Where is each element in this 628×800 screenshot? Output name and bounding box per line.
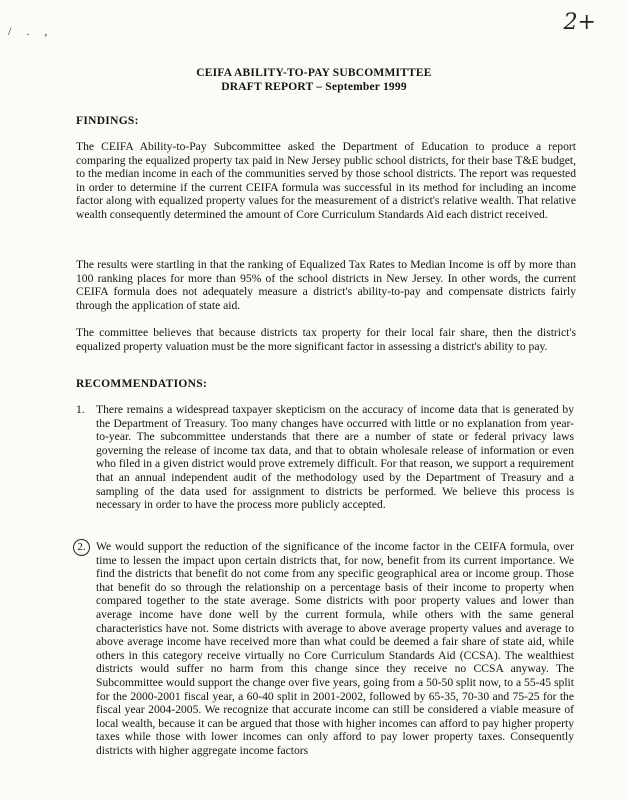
findings-paragraph-1: The CEIFA Ability-to-Pay Subcommittee asked the Department of Education to produce a report comparing the equalized property tax paid in New Jersey public school districts, for their base T&E budget, to the median income in each of the communities served by those school districts. The report was requested in order to determine if the current CEIFA formula was successful in its method for including an income factor along with equalized property values for the measurement of a district's relative wealth. That relative wealth consequently determined the amount of Core Curriculum Standards Aid each district received. — [76, 140, 576, 221]
recommendation-number: 1. — [76, 403, 85, 416]
recommendation-text: There remains a widespread taxpayer skepticism on the accuracy of income data that is generated by the Department of Treasury. Too many changes have occurred with little or no explanation from year-to-year. The subcommittee understands that there are a number of state or federal privacy laws governing the release of income tax data, and that to obtain wholesale release of information or even who filed in a given district would prove extremely difficult. For that reason, we support a requirement that an annual independent audit of the methodology used by the Department of Treasury and a sampling of the data used for assignment to districts be performed. We believe this process is necessary in order to have the process more publicly accepted. — [96, 403, 574, 512]
findings-paragraph-2: The results were startling in that the ranking of Equalized Tax Rates to Median Income is off by more than 100 ranking places for more than 95% of the school districts in New Jersey. In other words, the current CEIFA formula does not adequately measure a district's ability-to-pay and compensate districts fairly through the application of state aid. — [76, 258, 576, 312]
scan-specks: / . , — [8, 24, 54, 38]
report-title — [0, 66, 628, 94]
findings-heading: FINDINGS: — [76, 115, 139, 127]
title-line-1: CEIFA ABILITY-TO-PAY SUBCOMMITTEE — [196, 67, 432, 79]
title-line-2: DRAFT REPORT – September 1999 — [221, 81, 407, 93]
handwritten-page-mark: 2+ — [563, 10, 596, 35]
findings-paragraph-3: The committee believes that because districts tax property for their local fair share, then the district's equalized property valuation must be the more significant factor in assessing a district's ability to pay. — [76, 326, 576, 353]
recommendation-text: We would support the reduction of the significance of the income factor in the CEIFA formula, over time to lessen the impact upon certain districts that, for now, benefit from its current importance. We find the districts that benefit do not come from any specific geographical area or income group. Those that benefit do so through the relationship on a percentage basis of their income to property when compared together to the state average. Some districts with poor property values and lower than average income have done well by the current formula, while others with the same general characteristics have not. Some districts with average to above average property values and average to above average income have received more than what could be deemed a fair share of state aid, while others in this category receive virtually no Core Curriculum Standards Aid (CCSA). The wealthiest districts would suffer no harm from this change since they receive no CCSA anyway. The Subcommittee would support the change over five years, going from a 50-50 split now, to a 55-45 split for the 2000-2001 fiscal year, a 60-40 split in 2001-2002, followed by 65-35, 70-30 and 75-25 for the fiscal year 2004-2005. We recognize that accurate income can still be considered a viable measure of local wealth, because it can be argued that those with higher incomes can afford to pay higher property taxes while those with lower incomes can only afford to pay lower property taxes. Consequently districts with higher aggregate income factors — [96, 540, 574, 757]
recommendations-heading: RECOMMENDATIONS: — [76, 378, 208, 390]
recommendation-number-circled: 2. — [76, 540, 90, 556]
